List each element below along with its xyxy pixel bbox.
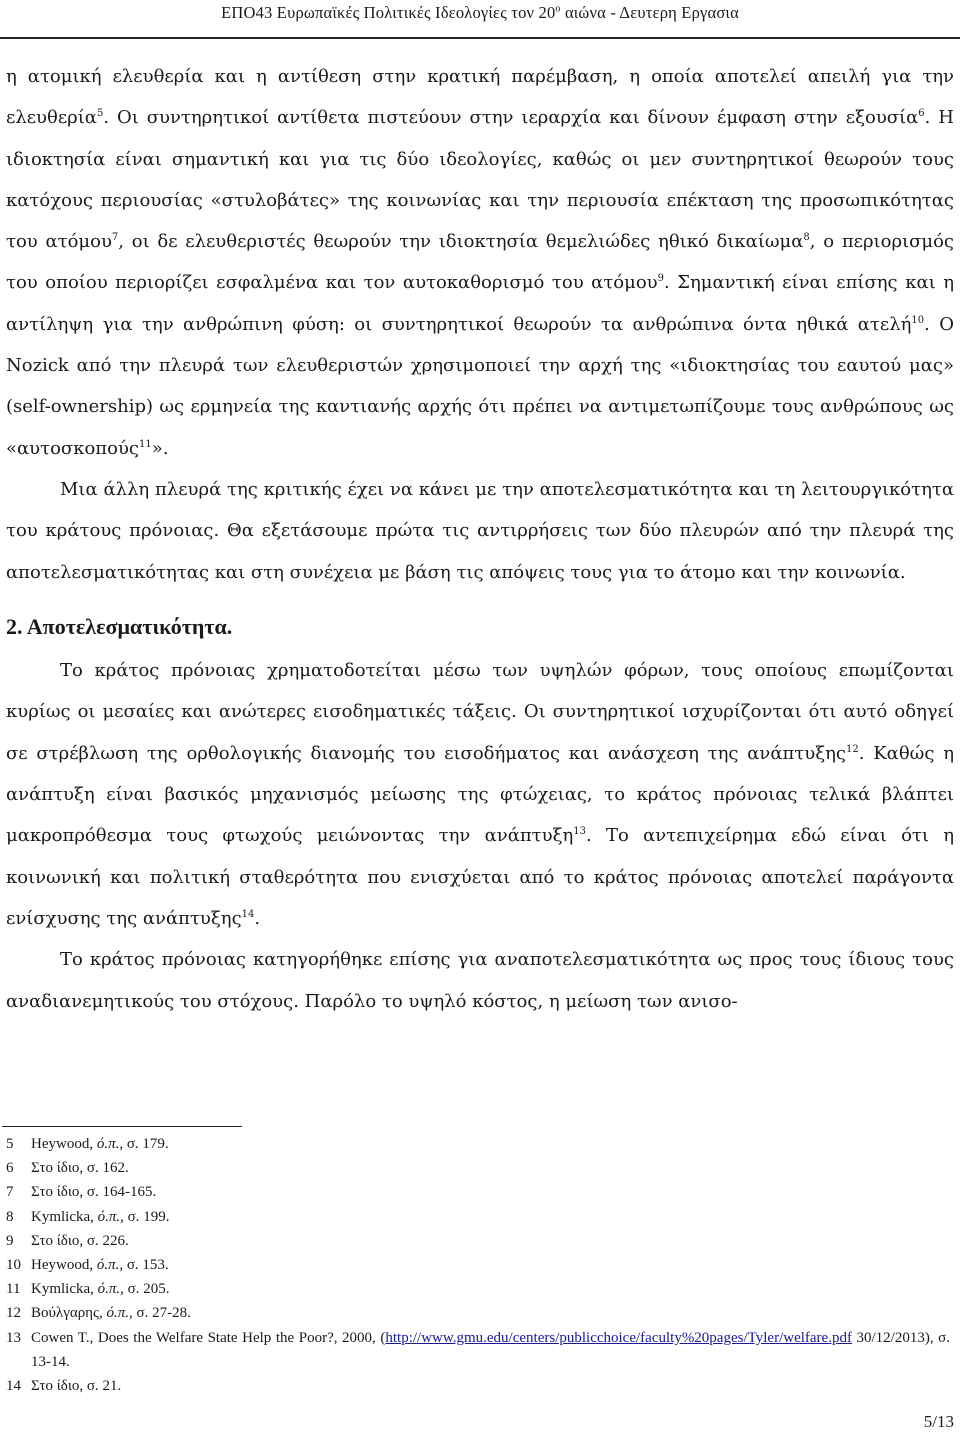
footnote-divider	[2, 1126, 242, 1127]
footnote-5: 5 Heywood, ό.π., σ. 179.	[6, 1136, 169, 1152]
header-title-prefix: ΕΠΟ43 Ευρωπαϊκές Πολιτικές Ιδεολογίες τον 20	[221, 3, 556, 22]
footnote-ref-7[interactable]: 7	[111, 232, 119, 244]
footnote-ref-6[interactable]: 6	[918, 108, 925, 120]
footnote-ref-14[interactable]: 14	[241, 908, 255, 920]
footnote-ref-10[interactable]: 10	[911, 314, 925, 326]
footnote-13: 13 Cowen T., Does the Welfare State Help the Poor?, 2000, (http://www.gmu.edu/centers/publicchoice/faculty%20pages/Tyler/welfare.pdf 30/12/2013), σ. 13-14.	[6, 1329, 950, 1370]
footnote-ref-11[interactable]: 11	[138, 438, 152, 450]
running-header	[0, 3, 960, 23]
footnote-10: 10 Heywood, ό.π., σ. 153.	[6, 1257, 169, 1274]
footnote-ref-5[interactable]: 5	[96, 108, 104, 120]
footnote-ref-8[interactable]: 8	[803, 232, 810, 244]
body-text	[6, 56, 954, 1022]
footnote-12: 12 Βούλγαρης, ό.π., σ. 27-28.	[6, 1305, 191, 1322]
footnote-9: 9 Στο ίδιο, σ. 226.	[6, 1232, 129, 1249]
footnote-ref-13[interactable]: 13	[573, 826, 587, 838]
section-heading: 2. Αποτελεσματικότητα.	[6, 613, 233, 639]
footnote-6: 6 Στο ίδιο, σ. 162.	[6, 1160, 129, 1177]
footnote-11: 11 Kymlicka, ό.π., σ. 205.	[6, 1281, 170, 1298]
footnote-8: 8 Kymlicka, ό.π., σ. 199.	[6, 1208, 170, 1225]
footnote-7: 7 Στο ίδιο, σ. 164-165.	[6, 1184, 157, 1201]
paragraph-2: Μια άλλη πλευρά της κριτικής έχει να κάνει με την αποτελεσματικότητα και τη λειτουργικότητα του κράτους πρόνοιας. Θα εξετάσουμε πρώτα τις αντιρρήσεις των δύο πλευρών από την πλευρά της αποτελεσματικότητας και στη συνέχεια με βάση τις απόψεις τους για το άτομο και την κοινωνία.	[6, 478, 954, 583]
header-divider	[0, 37, 960, 39]
header-title-suffix: αιώνα - Δευτερη Εργασια	[560, 3, 739, 22]
welfare-pdf-link[interactable]: http://www.gmu.edu/centers/publicchoice/faculty%20pages/Tyler/welfare.pdf	[385, 1329, 852, 1346]
paragraph-3: Το κράτος πρόνοιας χρηματοδοτείται μέσω των υψηλών φόρων, τους οποίους επωμίζονται κυρίως οι μεσαίες και ανώτερες εισοδηματικές τάξεις. Οι συντηρητικοί ισχυρίζονται ότι αυτό οδηγεί σε στρέβλωση της ορθολογικής διανομής του εισοδήματος και ανάσχεση της ανάπτυξης$^{12}$. Καθώς η ανάπτυξη είναι βασικός μηχανισμός μείωσης της φτώχειας, το κράτος πρόνοιας τελικά βλάπτει μακροπρόθεσμα τους φτωχούς μειώνοντας την ανάπτυξη$^{13}$. Το αντεπιχείρημα εδώ είναι ότι η κοινωνική και πολιτική σταθερότητα που ενισχύεται από το κράτος πρόνοιας αποτελεί παράγοντα ενίσχυσης της ανάπτυξης$^{14}$.	[6, 660, 954, 929]
footnote-ref-9[interactable]: 9	[657, 273, 664, 285]
header-title-superscript: ο	[555, 3, 561, 15]
paragraph-1: η ατομική ελευθερία και η αντίθεση στην κρατική παρέμβαση, η οποία αποτελεί απειλή για την ελευθερία$^5$. Οι συντηρητικοί αντίθετα πιστεύουν στην ιεραρχία και δίνουν έμφαση στην εξουσία$^6$. Η ιδιοκτησία είναι σημαντική και για τις δύο ιδεολογίες, καθώς οι μεν συντηρητικοί θεωρούν τους κατόχους περιουσίας «στυλοβάτες» της κοινωνίας και την περιουσία επέκταση της προσωπικότητας του ατόμου$^7$, οι δε ελευθεριστές θεωρούν την ιδιοκτησία θεμελιώδες ηθικό δικαίωμα$^8$, ο περιορισμός του οποίου περιορίζει εσφαλμένα και τον αυτοκαθορισμό του ατόμου$^9$. Σημαντική είναι επίσης και η αντίληψη για την ανθρώπινη φύση: οι συντηρητικοί θεωρούν τα ανθρώπινα όντα ηθικά ατελή$^{10}$. Ο Nozick από την πλευρά των ελευθεριστών χρησιμοποιεί την αρχή της «ιδιοκτησίας του εαυτού μας» (self-ownership) ως ερμηνεία της καντιανής αρχής ότι πρέπει να αντιμετωπίζουμε τους ανθρώπους ως «αυτοσκοπούς$^{11}$».	[6, 66, 955, 459]
paragraph-4: Το κράτος πρόνοιας κατηγορήθηκε επίσης για αναποτελεσματικότητα ως προς τους ίδιους τους αναδιανεμητικούς του στόχους. Παρόλο το υψηλό κόστος, η μείωση των ανισο-	[6, 949, 954, 1012]
footnotes	[6, 1132, 950, 1398]
footnote-14: 14 Στο ίδιο, σ. 21.	[6, 1378, 122, 1395]
footnote-ref-12[interactable]: 12	[846, 743, 859, 755]
page-number: 5/13	[923, 1412, 954, 1431]
